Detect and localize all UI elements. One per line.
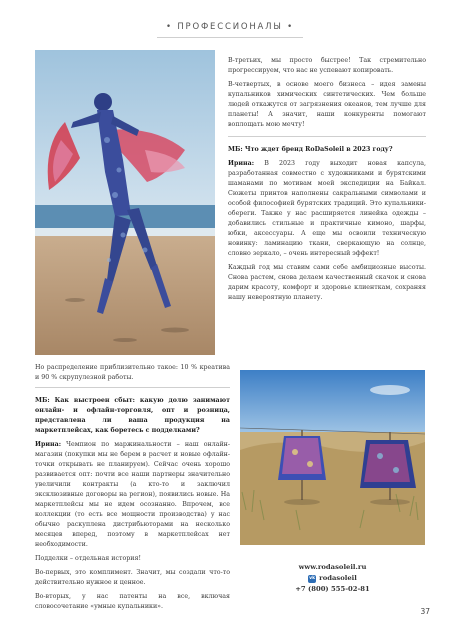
section-header: • ПРОФЕССИОНАЛЫ • [166,22,294,32]
page-number: 37 [420,607,430,616]
answer-text: Чемпион по маржинальности – наш онлайн-магазин (покупки мы не берем в расчет и новые офлайн-точки открывать не планируем). Сейчас очень хорошо развивается опт: почти все наши партнеры значительно увеличили контракты (а кто-то и заключил эксклюзивные договоры на регион), появились новые. На маркетплейсы мы не идем осознанно. Впрочем, все коллекции (то есть все мощности производства) у нас обычно раскуплена дистрибьюторами на несколько месяцев вперед, поэтому в маркетплейсах нет необходимости. [35,441,230,548]
interview-question: МБ: Что ждет бренд RoDaSoleil в 2023 году? [228,146,393,153]
vk-icon: vk [309,576,316,581]
website-link[interactable]: www.rodasoleil.ru [298,563,367,571]
beach-model-photo [35,50,215,355]
paragraph: Во-первых, это комплимент. Значит, мы создали что-то действительно нужное и ценное. [35,569,230,586]
paragraph: Подделки – отдельная история! [35,555,142,562]
speaker-label: Ирина: [228,160,255,167]
vk-handle: rodasoleil [319,574,357,582]
speaker-label: Ирина: [35,441,62,448]
answer-text: В 2023 году выходит новая капсула, разработанная совместно с художниками и бурятскими шаманами по мотивам моей экспедиции на Байкал. Сюжеты принтов наполнены сакральными символами и особой философией бурятских традиций. Это купальники-обереги. Также у нас расширяется линейка одежды – добавились стильные и практичные кимоно, шарфы, юбки, аксессуары. А еще мы освоили техническую новинку: ламинацию ткани, сверкающую на солнце, словно зеркало, – очень интересный эффект! [228,160,426,257]
divider [35,387,230,388]
interview-question: МБ: Как выстроен сбыт: какую долю занимают онлайн- и офлайн-торговля, опт и розница, представлена ли ваша продукция на маркетплейсах, как боретесь с подделками? [35,397,230,434]
divider [228,136,426,137]
phone-number[interactable]: +7 (800) 555-02-81 [295,585,370,593]
paragraph: Каждый год мы ставим сами себе амбициозные высоты. Снова растем, снова делаем качественный скачок и снова дарим красоту, комфорт и здоровье клиенткам, сохраняя нашу невероятную планету. [228,264,426,301]
dunes-garments-photo [240,370,425,545]
header-divider [157,37,303,38]
vk-link[interactable] [240,573,425,584]
left-text-column [35,363,230,616]
paragraph: Во-вторых, у нас патенты на все, включая словосочетание «умные купальники». [35,593,230,610]
paragraph: В-четвертых, в основе моего бизнеса – идея замены купальников химических синтетических. Чем больше людей откажутся от загрязнения океанов, тем лучше для планеты! А значит, наши конкуренты помогают воплощать мою мечту! [228,81,426,128]
paragraph: Но распределение приблизительно такое: 10 % креатива и 90 % скрупулезной работы. [35,364,230,381]
interview-answer [35,440,230,550]
right-text-column [228,56,426,307]
contacts-block [240,562,425,595]
interview-answer [228,159,426,259]
paragraph: В-третьих, мы просто быстрее! Так стремительно прогрессируем, что нас не успевают копировать. [228,57,426,74]
